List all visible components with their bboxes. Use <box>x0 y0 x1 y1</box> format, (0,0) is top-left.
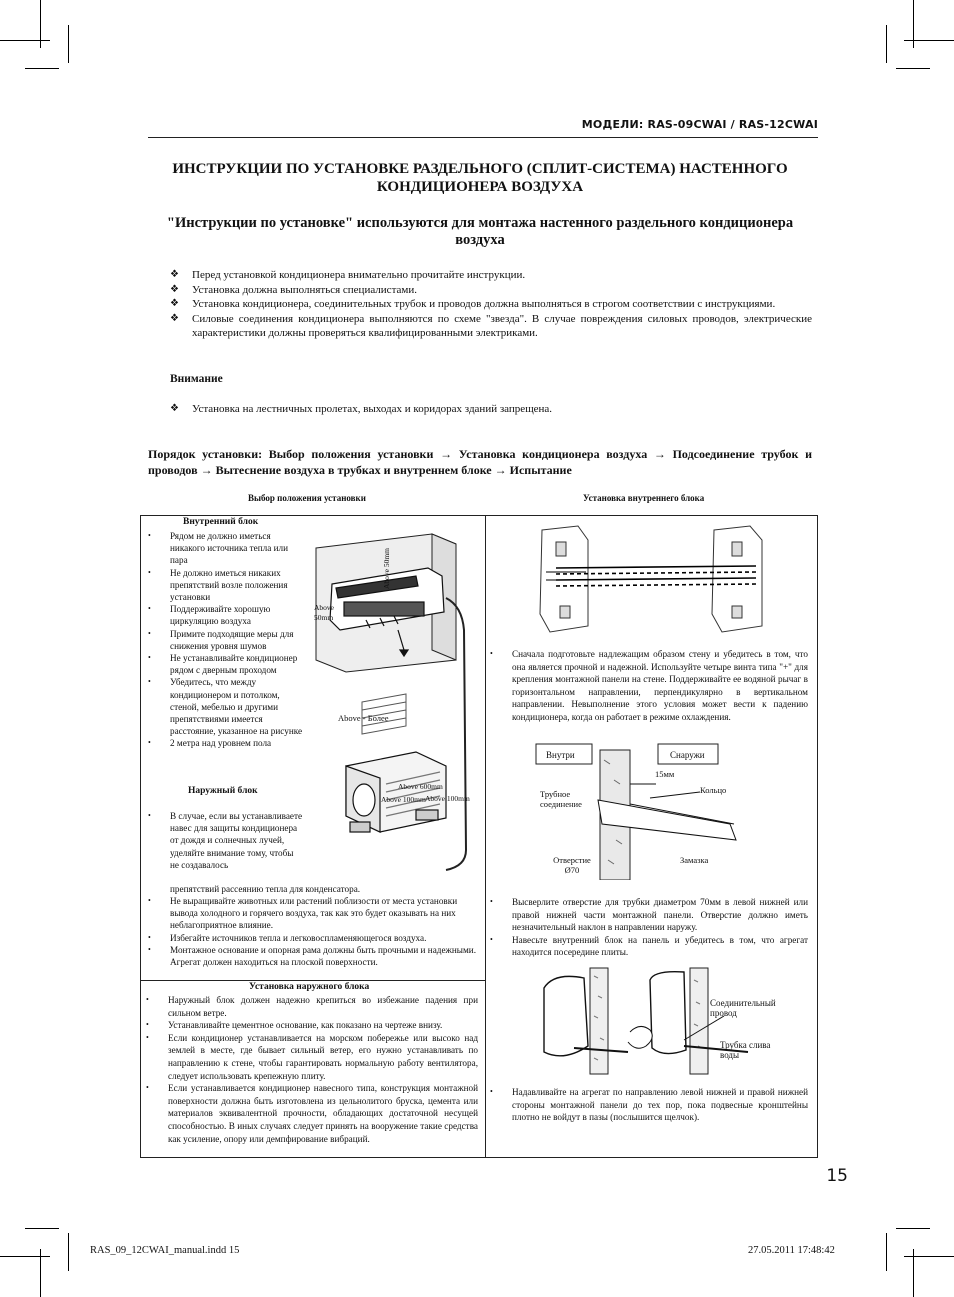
list-item: • Высверлите отверстие для трубки диаметром 70мм в левой нижней или правой нижней части монтажной панели. Отверстие должно иметь незначительный наклон в направлении наружу. <box>488 896 808 934</box>
warning-heading: Внимание <box>170 373 223 385</box>
label-above-50-left: Above 50mm <box>314 603 334 622</box>
indoor-unit-left <box>544 976 588 1055</box>
crop-mark <box>25 1228 59 1229</box>
mounting-plate-figure <box>526 522 782 640</box>
warning-list <box>170 402 812 417</box>
wall-right <box>690 968 708 1074</box>
list-item: • В случае, если вы устанавливаете навес для защиты кондиционера от дождя и солнечных лучей, уделяйте внимание тому, чтобы не создавалось <box>144 810 304 871</box>
wall-left <box>590 968 608 1074</box>
crop-mark <box>896 68 930 69</box>
list-item: • Если кондиционер устанавливается на морском побережье или высоко над землей в месте, где бывает сильный ветер, его нужно устанавливать по направлению к стене, чтобы гарантировать нормальную работу вентилятора, следует использовать крепежную плиту. <box>144 1032 478 1082</box>
label-hole: Отверстие Ø70 <box>553 855 591 875</box>
hand <box>628 1026 652 1048</box>
column-header-left: Выбор положения установки <box>248 493 366 503</box>
page-subtitle: "Инструкции по установке" используются для монтажа настенного раздельного кондиционера воздуха <box>166 215 794 248</box>
indoor-heading: Внутренний блок <box>183 517 259 527</box>
section-divider <box>140 980 486 981</box>
location-figure <box>306 520 484 892</box>
crop-mark <box>68 25 69 63</box>
outdoor-list-a <box>144 810 304 871</box>
install-order: Порядок установки: Выбор положения установки → Установка кондиционера воздуха → Подсоединение трубок и проводов → Вытеснение воздуха в трубках и внутреннем блоке → Испытание <box>148 447 812 477</box>
footer-date: 27.05.2011 17:48:42 <box>748 1245 835 1256</box>
indoor-list <box>144 530 304 750</box>
header-rule <box>148 137 818 138</box>
column-divider <box>485 515 486 1157</box>
label-putty: Замазка <box>680 855 709 865</box>
outdoor-item-cont: препятствий рассеянию тепла для конденсатора. <box>170 884 361 894</box>
outdoor-list-b <box>144 895 480 968</box>
list-item: • Навесьте внутренний блок на панель и убедитесь в том, что агрегат находится посередине плиты. <box>488 934 808 959</box>
list-item: • Надавливайте на агрегат по направлению левой нижней и правой нижней стороны монтажной панели до тех пор, пока подвесные кронштейны плотно не войдут в пазы (послышится щелчок). <box>488 1086 808 1124</box>
label-15mm: 15мм <box>655 769 675 779</box>
crop-mark <box>68 1233 69 1271</box>
right-list-1 <box>488 648 808 724</box>
list-item: ❖ Силовые соединения кондиционера выполняются по схеме "звезда". В случае повреждения силовых проводов, электрические характеристики должны проверяться квалифицированными электриками. <box>170 312 812 341</box>
list-item: • Не должно иметься никаких препятствий возле положения установки <box>144 567 304 604</box>
label-connecting-wire: Соединительный провод <box>710 998 776 1018</box>
right-list-3 <box>488 1086 808 1124</box>
footer-file: RAS_09_12CWAI_manual.indd 15 <box>90 1245 240 1256</box>
list-item: • Поддерживайте хорошую циркуляцию воздуха <box>144 603 304 627</box>
list-item: • Наружный блок должен надежно крепиться во избежание падения при сильном ветре. <box>144 994 478 1019</box>
label-outside: Снаружи <box>670 750 705 760</box>
outdoor-install-list <box>144 994 478 1145</box>
list-item: • Не выращивайте животных или растений поблизости от места установки вывода холодного и горячего воздуха, так как это будет оказывать на них неблагоприятное влияние. <box>144 895 480 932</box>
indoor-unit-right <box>650 972 686 1054</box>
list-item: ❖ Установка должна выполняться специалистами. <box>170 283 812 298</box>
crop-mark <box>886 25 887 63</box>
list-item: • Монтажное основание и опорная рама должны быть прочными и надежными. Агрегат должен находиться на плоской поверхности. <box>144 944 480 968</box>
model-header: МОДЕЛИ: RAS-09CWAI / RAS-12CWAI <box>581 118 818 131</box>
list-item: • Рядом не должно иметься никакого источника тепла или пара <box>144 530 304 567</box>
page-number: 15 <box>826 1166 848 1186</box>
list-item: • Избегайте источников тепла и легковоспламеняющегося воздуха. <box>144 932 480 944</box>
crop-mark <box>904 40 954 41</box>
ring-leader <box>650 792 700 798</box>
label-inside: Внутри <box>546 750 575 760</box>
label-above-100a: Above 100mm <box>381 795 426 804</box>
label-pipe-connection: Трубное соединение <box>540 789 582 809</box>
outdoor-heading: Наружный блок <box>188 786 258 796</box>
outdoor-unit <box>346 752 446 832</box>
list-item: ❖ Перед установкой кондиционера внимательно прочитайте инструкции. <box>170 268 812 283</box>
list-item: • 2 метра над уровнем пола <box>144 737 304 749</box>
list-item: ❖ Установка кондиционера, соединительных трубок и проводов должна выполняться в строгом соответствии с инструкциями. <box>170 297 812 312</box>
crop-mark <box>25 68 59 69</box>
outdoor-install-heading: Установка наружного блока <box>249 982 370 992</box>
list-item: • Примите подходящие меры для снижения уровня шумов <box>144 628 304 652</box>
crop-mark <box>896 1228 930 1229</box>
list-item: • Если устанавливается кондиционер навесного типа, конструкция монтажной поверхности должна быть изготовлена из цельнолитого бруска, цемента или материалов эквивалентной прочности, обладающих достаточной несущей способностью. В иных случаях следует принять на вооружение такие средства как усиление, опору или демпфирование вибраций. <box>144 1082 478 1145</box>
crop-mark <box>886 1233 887 1271</box>
page-title: ИНСТРУКЦИИ ПО УСТАНОВКЕ РАЗДЕЛЬНОГО (СПЛИТ-СИСТЕМА) НАСТЕННОГО КОНДИЦИОНЕРА ВОЗДУХА <box>172 161 788 195</box>
intro-list <box>170 268 812 341</box>
crop-mark <box>0 1256 50 1257</box>
label-above-50-top: Above 50mm <box>382 548 391 590</box>
list-item: • Устанавливайте цементное основание, как показано на чертеже внизу. <box>144 1019 478 1032</box>
column-header-right: Установка внутреннего блока <box>583 493 705 503</box>
label-drain-pipe: Трубка слива воды <box>720 1040 771 1060</box>
crop-mark <box>0 40 50 41</box>
right-list-2 <box>488 896 808 959</box>
label-above-more: Above - Более <box>338 713 389 723</box>
list-item: ❖ Установка на лестничных пролетах, выходах и коридорах зданий запрещена. <box>170 402 812 417</box>
crop-mark <box>904 1256 954 1257</box>
list-item: • Не устанавливайте кондиционер рядом с дверным проходом <box>144 652 304 676</box>
list-item: • Убедитесь, что между кондиционером и потолком, стеной, мебелью и другими препятствиями имеется расстояние, указанное на рисунке <box>144 676 304 737</box>
label-ring: Кольцо <box>700 785 727 795</box>
list-item: • Сначала подготовьте надлежащим образом стену и убедитесь в том, что она является прочной и надежной. Используйте четыре винта типа "+" для крепления монтажной панели на стене. Поддерживайте ее водяной рычаг в горизонтальном направлении, перпендикулярно в вертикальном направлении. Невыполнение этого условия может вести к падению кондиционера, когда он работает в режиме охлаждения. <box>488 648 808 724</box>
label-above-100b: Above 100mm <box>425 794 470 803</box>
label-above-600: Above 600mm <box>398 782 443 791</box>
